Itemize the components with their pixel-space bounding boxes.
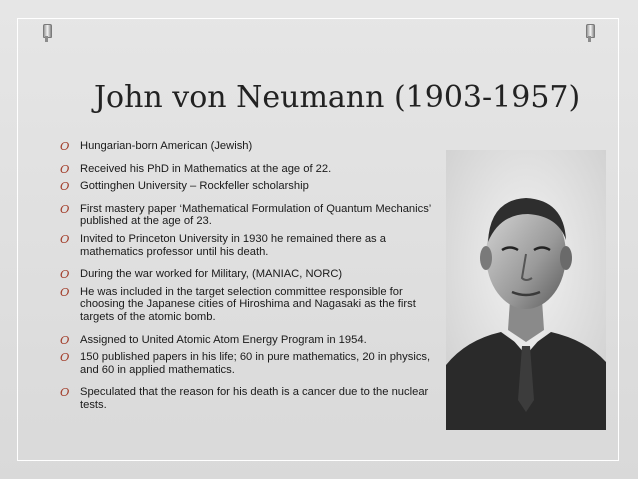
bullet-marker: O: [60, 139, 70, 153]
bullet-marker: O: [60, 201, 70, 216]
bullet-item: [60, 286, 440, 324]
pin-icon-left: [40, 24, 54, 42]
bullet-text: Hungarian-born American (Jewish): [80, 140, 253, 152]
bullet-marker: O: [60, 179, 70, 194]
bullet-text: Gottinghen University – Rockfeller scholarship: [80, 180, 309, 193]
bullet-marker: O: [60, 267, 70, 282]
bullet-item: [60, 334, 440, 347]
bullet-item: [60, 180, 440, 193]
bullet-list: [60, 140, 440, 412]
bullet-marker: O: [60, 350, 70, 365]
bullet-marker: O: [60, 385, 70, 400]
bullet-item: [60, 203, 440, 228]
pin-icon-right: [583, 24, 597, 42]
bullet-text: During the war worked for Military, (MANIAC, NORC): [80, 268, 343, 281]
portrait-icon: [446, 150, 606, 430]
bullet-item: [60, 140, 440, 153]
bullet-item: [60, 386, 440, 411]
bullet-item: [60, 268, 440, 281]
bullet-marker: O: [60, 161, 70, 176]
bullet-text: Assigned to United Atomic Atom Energy Program in 1954.: [80, 333, 367, 346]
bullet-text: He was included in the target selection committee responsible for choosing the Japanese cities of Hiroshima and Nagasaki as the first targets of the atomic bomb.: [80, 285, 416, 323]
bullet-marker: O: [60, 231, 70, 246]
bullet-text: Speculated that the reason for his death is a cancer due to the nuclear tests.: [80, 386, 429, 411]
bullet-text: First mastery paper ‘Mathematical Formulation of Quantum Mechanics’ published at the age of 23.: [80, 202, 431, 228]
portrait-photo: [446, 150, 606, 430]
bullet-marker: O: [60, 332, 70, 347]
bullet-item: [60, 163, 440, 176]
bullet-text: 150 published papers in his life; 60 in pure mathematics, 20 in physics, and 60 in applied mathematics.: [80, 351, 431, 376]
bullet-text: Received his PhD in Mathematics at the age of 22.: [80, 162, 332, 175]
bullet-item: [60, 233, 440, 258]
slide-title: John von Neumann (1903-1957): [94, 80, 581, 115]
bullet-item: [60, 351, 440, 376]
bullet-marker: O: [60, 284, 70, 299]
bullet-text: Invited to Princeton University in 1930 he remained there as a mathematics professor until his death.: [80, 232, 386, 258]
